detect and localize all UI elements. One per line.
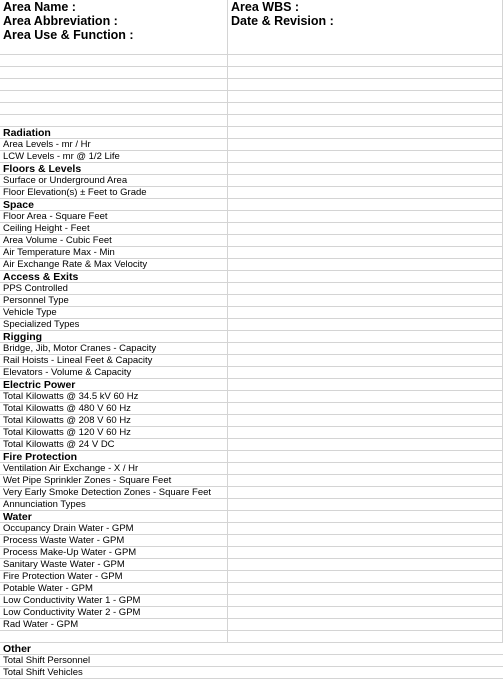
blank-row [0, 43, 503, 55]
blank-row [0, 91, 503, 103]
row-label: Air Exchange Rate & Max Velocity [3, 259, 148, 270]
table-row [0, 259, 503, 271]
date-revision-label: Date & Revision : [231, 14, 334, 28]
table-row [0, 571, 503, 583]
row-label: Total Kilowatts @ 480 V 60 Hz [3, 403, 131, 414]
blank-row [0, 103, 503, 115]
table-row [0, 175, 503, 187]
area-wbs-label: Area WBS : [231, 0, 300, 14]
table-row [0, 343, 503, 355]
table-row [0, 427, 503, 439]
section-header-row [0, 127, 503, 139]
section-title: Fire Protection [3, 451, 78, 463]
area-abbreviation-label: Area Abbreviation : [3, 14, 118, 28]
table-row [0, 463, 503, 475]
section-title: Space [3, 199, 34, 211]
table-row [0, 367, 503, 379]
table-row [0, 151, 503, 163]
table-row [0, 667, 503, 679]
table-row [0, 523, 503, 535]
section-title: Water [3, 511, 32, 523]
blank-row [0, 115, 503, 127]
section-header-row [0, 331, 503, 343]
row-label: Annunciation Types [3, 499, 86, 510]
table-row [0, 583, 503, 595]
table-row [0, 499, 503, 511]
row-label: Very Early Smoke Detection Zones - Square Feet [3, 487, 212, 498]
row-label: PPS Controlled [3, 283, 68, 294]
table-row [0, 319, 503, 331]
row-label: Bridge, Jib, Motor Cranes - Capacity [3, 343, 157, 354]
row-label: Total Kilowatts @ 24 V DC [3, 439, 115, 450]
row-label: Low Conductivity Water 2 - GPM [3, 607, 141, 618]
area-use-function-label: Area Use & Function : [3, 28, 134, 42]
section-title: Other [3, 643, 32, 655]
section-title: Access & Exits [3, 271, 79, 283]
row-label: Total Kilowatts @ 34.5 kV 60 Hz [3, 391, 139, 402]
section-title: Rigging [3, 331, 43, 343]
blank-row [0, 631, 503, 643]
row-label: Total Kilowatts @ 208 V 60 Hz [3, 415, 131, 426]
section-header-row [0, 379, 503, 391]
section-title: Radiation [3, 127, 51, 139]
table-row [0, 139, 503, 151]
row-label: Personnel Type [3, 295, 69, 306]
row-label: Fire Protection Water - GPM [3, 571, 123, 582]
table-row [0, 607, 503, 619]
table-row [0, 535, 503, 547]
table-row [0, 211, 503, 223]
row-label: Sanitary Waste Water - GPM [3, 559, 125, 570]
row-label: Total Kilowatts @ 120 V 60 Hz [3, 427, 131, 438]
table-row [0, 475, 503, 487]
table-row [0, 355, 503, 367]
table-row [0, 595, 503, 607]
table-row [0, 415, 503, 427]
area-name-label: Area Name : [3, 0, 76, 14]
row-label: Total Shift Vehicles [3, 667, 83, 678]
section-title: Electric Power [3, 379, 76, 391]
row-label: Process Make-Up Water - GPM [3, 547, 137, 558]
row-label: Elevators - Volume & Capacity [3, 367, 132, 378]
row-label: Ceiling Height - Feet [3, 223, 90, 234]
table-row [0, 619, 503, 631]
blank-row [0, 55, 503, 67]
row-label: Specialized Types [3, 319, 80, 330]
table-row [0, 307, 503, 319]
table-row [0, 295, 503, 307]
section-header-row [0, 271, 503, 283]
row-label: Area Levels - mr / Hr [3, 139, 91, 150]
section-header-row [0, 199, 503, 211]
row-label: Surface or Underground Area [3, 175, 128, 186]
table-row [0, 439, 503, 451]
section-header-row [0, 511, 503, 523]
row-label: Area Volume - Cubic Feet [3, 235, 112, 246]
row-label: Total Shift Personnel [3, 655, 91, 666]
blank-row [0, 79, 503, 91]
row-label: Low Conductivity Water 1 - GPM [3, 595, 141, 606]
table-row [0, 235, 503, 247]
table-row [0, 487, 503, 499]
row-label: Vehicle Type [3, 307, 57, 318]
section-header-row [0, 643, 503, 655]
row-label: LCW Levels - mr @ 1/2 Life [3, 151, 120, 162]
row-label: Wet Pipe Sprinkler Zones - Square Feet [3, 475, 172, 486]
row-label: Rail Hoists - Lineal Feet & Capacity [3, 355, 153, 366]
table-row [0, 187, 503, 199]
section-header-row [0, 163, 503, 175]
requirements-table [0, 43, 503, 679]
table-row [0, 547, 503, 559]
row-label: Rad Water - GPM [3, 619, 79, 630]
table-row [0, 283, 503, 295]
table-row [0, 655, 503, 667]
row-label: Occupancy Drain Water - GPM [3, 523, 134, 534]
row-label: Ventilation Air Exchange - X / Hr [3, 463, 139, 474]
table-row [0, 247, 503, 259]
section-header-row [0, 451, 503, 463]
row-label: Potable Water - GPM [3, 583, 93, 594]
row-label: Floor Area - Square Feet [3, 211, 108, 222]
table-row [0, 391, 503, 403]
blank-row [0, 67, 503, 79]
section-title: Floors & Levels [3, 163, 82, 175]
table-row [0, 223, 503, 235]
row-label: Floor Elevation(s) ± Feet to Grade [3, 187, 147, 198]
table-row [0, 403, 503, 415]
table-row [0, 559, 503, 571]
row-label: Process Waste Water - GPM [3, 535, 125, 546]
row-label: Air Temperature Max - Min [3, 247, 115, 258]
